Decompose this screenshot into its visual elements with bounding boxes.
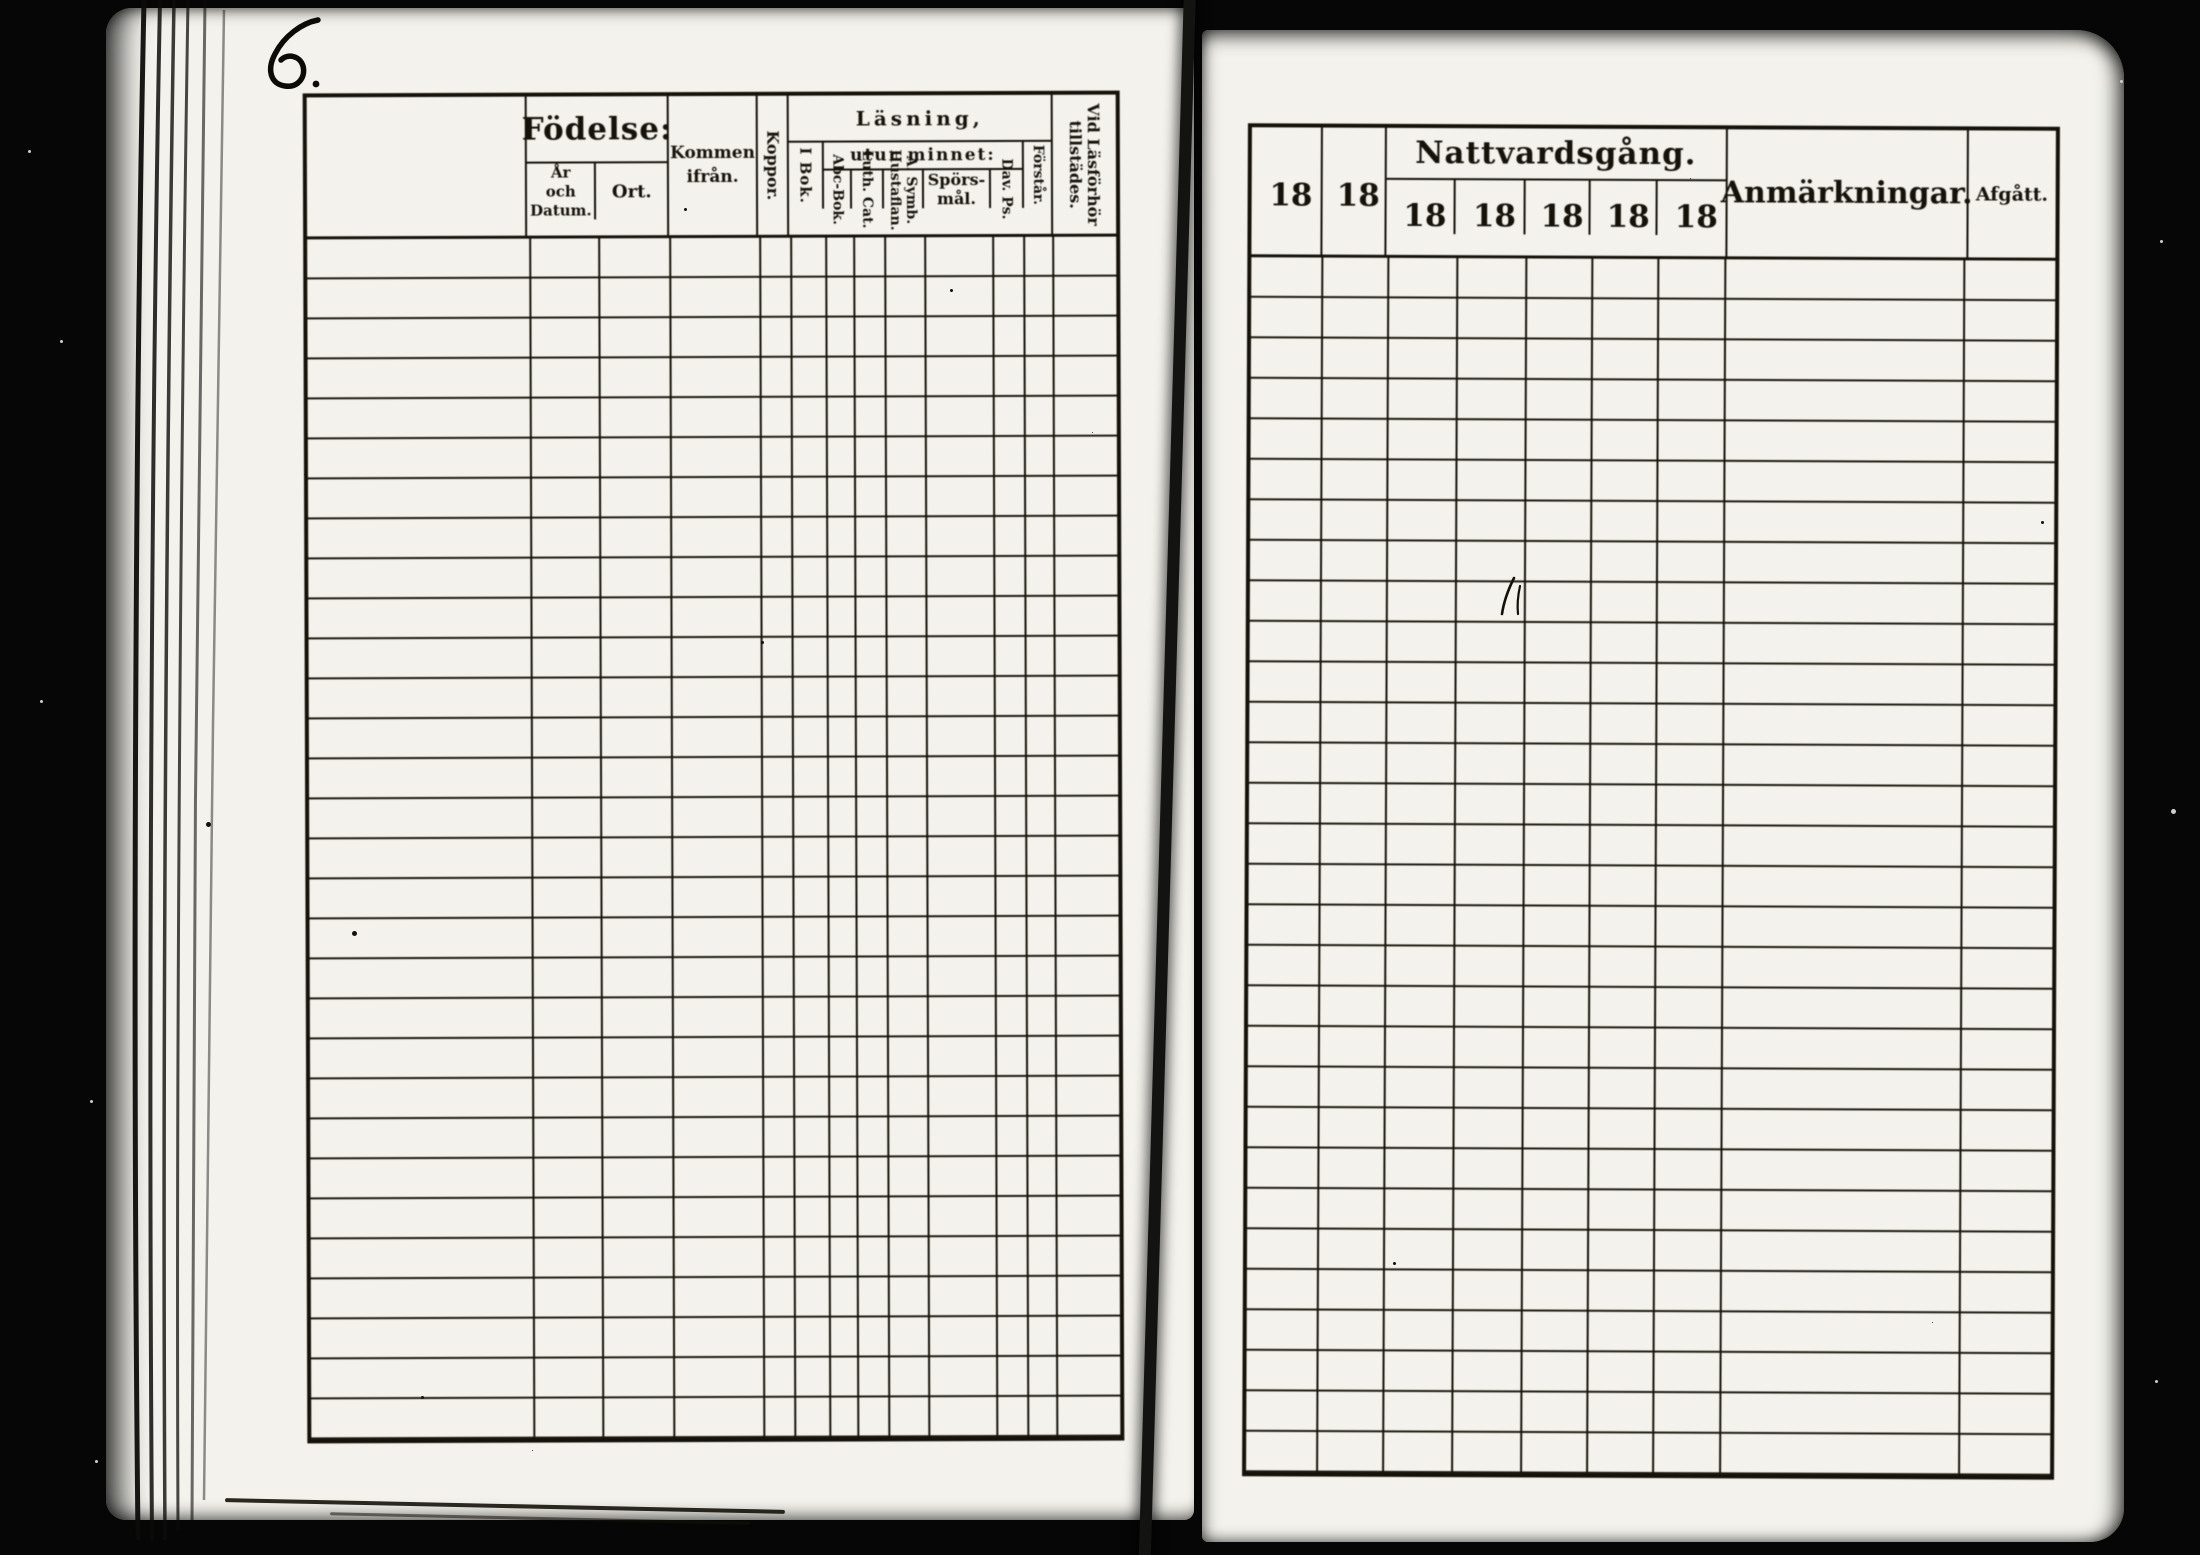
by-heart-group-header [824,142,1024,231]
come-from-line1: Kommen [670,142,755,163]
davids-psalms-label: Dav. Ps. [998,158,1015,220]
come-from-line2: ifrån. [686,166,739,187]
stray-ink-mark [1498,576,1528,618]
place-column-cells [600,238,675,1438]
year-1-column-cells [1246,257,1324,1472]
questions-line1: Spörs- [927,170,986,190]
understands-column-cells [1025,237,1058,1437]
in-book-column-header [789,143,824,209]
abc-book-column-header [824,154,852,226]
year-column-header-2: 18 [1322,128,1386,255]
reading-group-header [789,95,1053,235]
symbolum-line2: Hustaflan. [887,148,905,231]
by-heart-group-label: utur minnet: [824,142,1022,171]
name-column-header [307,97,528,237]
year-column-header-7: 18 [1674,199,1718,236]
year-2-column-cells [1318,258,1389,1473]
year-date-line2: och [545,182,576,201]
departed-column-cells [1960,260,2055,1475]
household-record-table [303,91,1125,1444]
handwritten-page-number [256,14,334,96]
luther-catechism-label: Luth. Cat. [858,150,876,229]
come-from-column-header [669,96,758,235]
smallpox-label: Koppor. [762,130,783,201]
birth-group-label: Födelse: [527,96,667,163]
understands-label: Förstår. [1030,144,1047,206]
attends-line2: tillstädes. [1066,120,1086,209]
symbolum-line1: A. Symb. [903,155,920,224]
year-7-column-cells [1654,259,1727,1474]
right-table-header [1251,127,2056,261]
page-stack-edges-icon [104,0,244,1540]
smallpox-column-cells [762,238,797,1438]
left-table-body [307,237,1120,1440]
communion-group-label: Nattvardsgång. [1386,128,1725,181]
luther-catechism-column-header [852,150,884,229]
smallpox-column-header [758,96,789,235]
abc-book-label: Abc-Bok. [828,154,846,226]
left-table-header [307,95,1116,240]
margin-specks [60,340,63,343]
symbolum-hustavla-column-cells [886,237,930,1437]
year-date-column-header [527,163,596,219]
year-3-column-cells [1384,258,1459,1473]
year-date-line3: Datum. [529,200,592,220]
questions-column-cells [926,237,999,1437]
communion-group-header [1386,128,1728,256]
remarks-column-header: Anmärkningar. [1727,129,1969,257]
year-date-line1: År [550,163,571,182]
place-column-header: Ort. [611,180,652,202]
year-6-column-cells [1588,259,1660,1474]
departed-column-header: Afgått. [1975,182,2049,206]
abc-book-column-cells [827,238,859,1438]
communion-record-table [1242,123,2060,1480]
year-date-column-cells [531,238,605,1438]
year-column-header-6: 18 [1591,181,1658,235]
name-column-cells [307,239,535,1440]
year-column-header-1: 18 [1251,127,1322,254]
in-book-label: I Bok. [796,147,815,205]
attends-examination-column-header [1053,95,1116,234]
attends-line1: Vid Läsförhör [1084,102,1104,226]
questions-line2: mål. [937,189,977,209]
year-column-header-3: 18 [1386,180,1456,234]
reading-group-label: Läsning, [789,95,1051,143]
luther-catechism-column-cells [855,237,891,1437]
year-5-column-cells [1522,258,1593,1473]
right-table-body [1246,257,2055,1475]
year-column-header-4: 18 [1456,180,1526,234]
in-book-column-cells [792,238,831,1438]
birth-group-header [521,96,673,235]
year-column-header-5: 18 [1525,180,1591,234]
symbolum-hustavla-column-header [884,148,924,231]
questions-column-header [924,170,991,209]
davids-psalms-column-cells [994,237,1029,1437]
remarks-column-cells [1721,259,1965,1475]
paper-specks [206,822,211,827]
symbolum-hustavla-label [887,149,919,230]
understands-column-header [1024,142,1053,208]
year-4-column-cells [1453,258,1528,1473]
attends-examination-column-cells [1054,237,1121,1437]
davids-psalms-column-header [991,158,1022,220]
attends-examination-label [1066,103,1102,225]
come-from-column-cells [671,238,765,1438]
